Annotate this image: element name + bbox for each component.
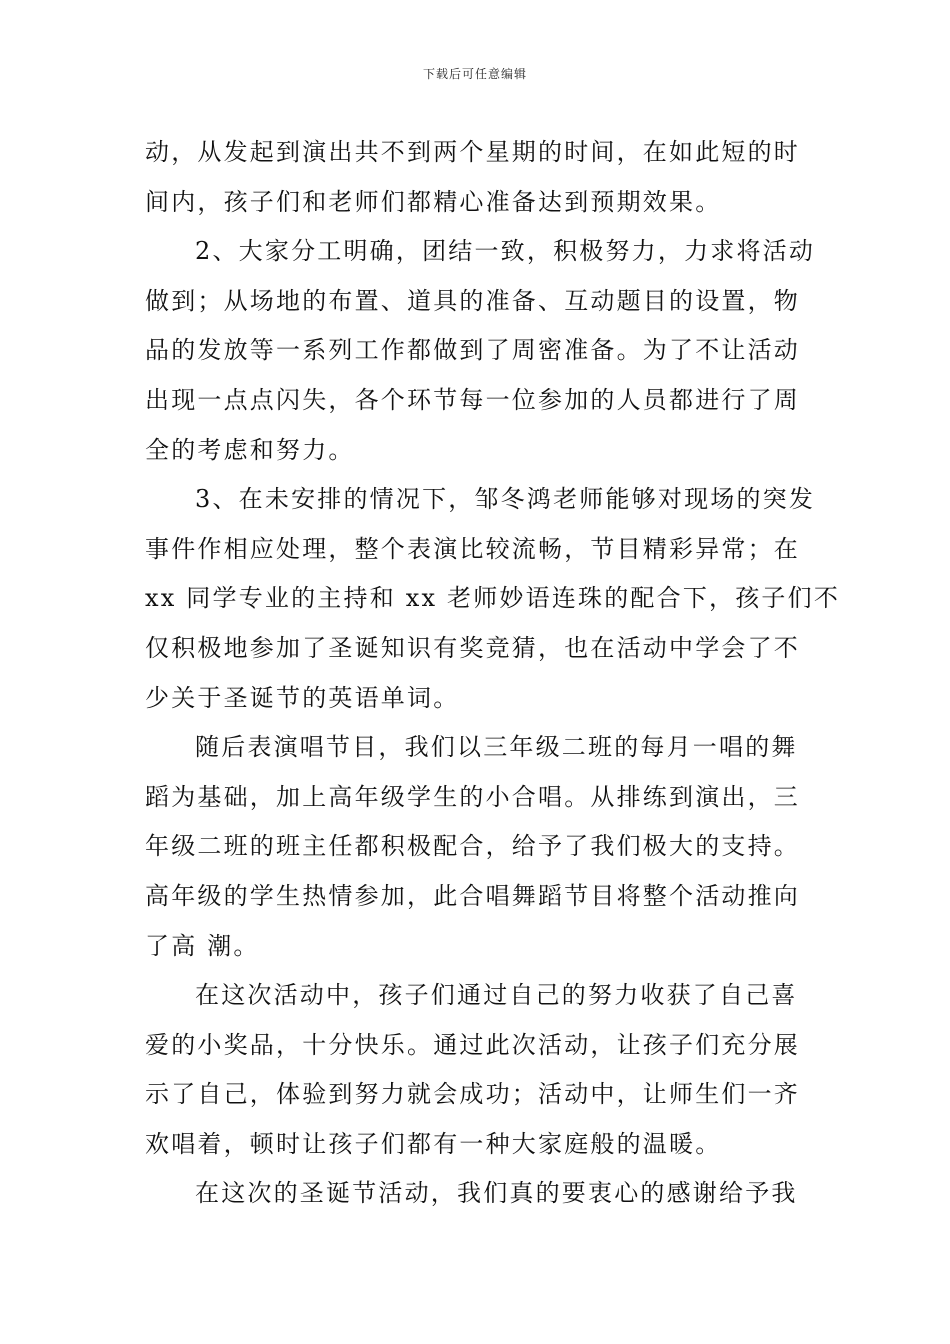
text-line: 年级二班的班主任都积极配合，给予了我们极大的支持。 — [145, 832, 800, 861]
text-line: 全的考虑和努力。 — [145, 435, 355, 464]
text-line: 2、大家分工明确，团结一致，积极努力，力求将活动 — [195, 237, 816, 266]
page-header: 下载后可任意编辑 — [422, 67, 527, 81]
paragraph-continued — [145, 128, 811, 227]
paragraph-item-2 — [145, 227, 816, 475]
text-line: 仅积极地参加了圣诞知识有奖竞猜，也在活动中学会了不 — [145, 633, 800, 662]
text-line: xx 同学专业的主持和 xx 老师妙语连珠的配合下，孩子们不 — [145, 584, 841, 613]
text-line: 出现一点点闪失，各个环节每一位参加的人员都进行了周 — [145, 385, 800, 414]
text-line: 示了自己，体验到努力就会成功；活动中，让师生们一齐 — [145, 1080, 800, 1109]
text-line: 随后表演唱节目，我们以三年级二班的每月一唱的舞 — [195, 733, 798, 762]
text-line: 了高 潮。 — [145, 931, 260, 960]
text-line: 少关于圣诞节的英语单词。 — [145, 683, 460, 712]
text-line: 在这次活动中，孩子们通过自己的努力收获了自己喜 — [195, 981, 798, 1010]
text-line: 高年级的学生热情参加，此合唱舞蹈节目将整个活动推向 — [145, 881, 800, 910]
text-line: 欢唱着，顿时让孩子们都有一种大家庭般的温暖。 — [145, 1129, 722, 1158]
text-line: 动，从发起到演出共不到两个星期的时间，在如此短的时 — [145, 138, 800, 166]
text-line: 事件作相应处理，整个表演比较流畅，节目精彩异常；在 — [145, 534, 800, 563]
text-line: 间内，孩子们和老师们都精心准备达到预期效果。 — [145, 187, 722, 216]
text-line: 爱的小奖品，十分快乐。通过此次活动，让孩子们充分展 — [145, 1030, 800, 1059]
paragraph-thanks — [145, 1169, 811, 1219]
body-text — [145, 128, 841, 1219]
text-line: 3、在未安排的情况下，邹冬鸿老师能够对现场的突发 — [195, 485, 816, 514]
text-line: 在这次的圣诞节活动，我们真的要衷心的感谢给予我 — [195, 1179, 798, 1208]
text-line: 蹈为基础，加上高年级学生的小合唱。从排练到演出，三 — [145, 782, 800, 811]
text-line: 做到；从场地的布置、道具的准备、互动题目的设置，物 — [145, 286, 800, 315]
paragraph-performance — [145, 723, 811, 971]
paragraph-item-3 — [145, 475, 841, 723]
text-line: 品的发放等一系列工作都做到了周密准备。为了不让活动 — [145, 336, 800, 365]
paragraph-reflection — [145, 971, 811, 1169]
